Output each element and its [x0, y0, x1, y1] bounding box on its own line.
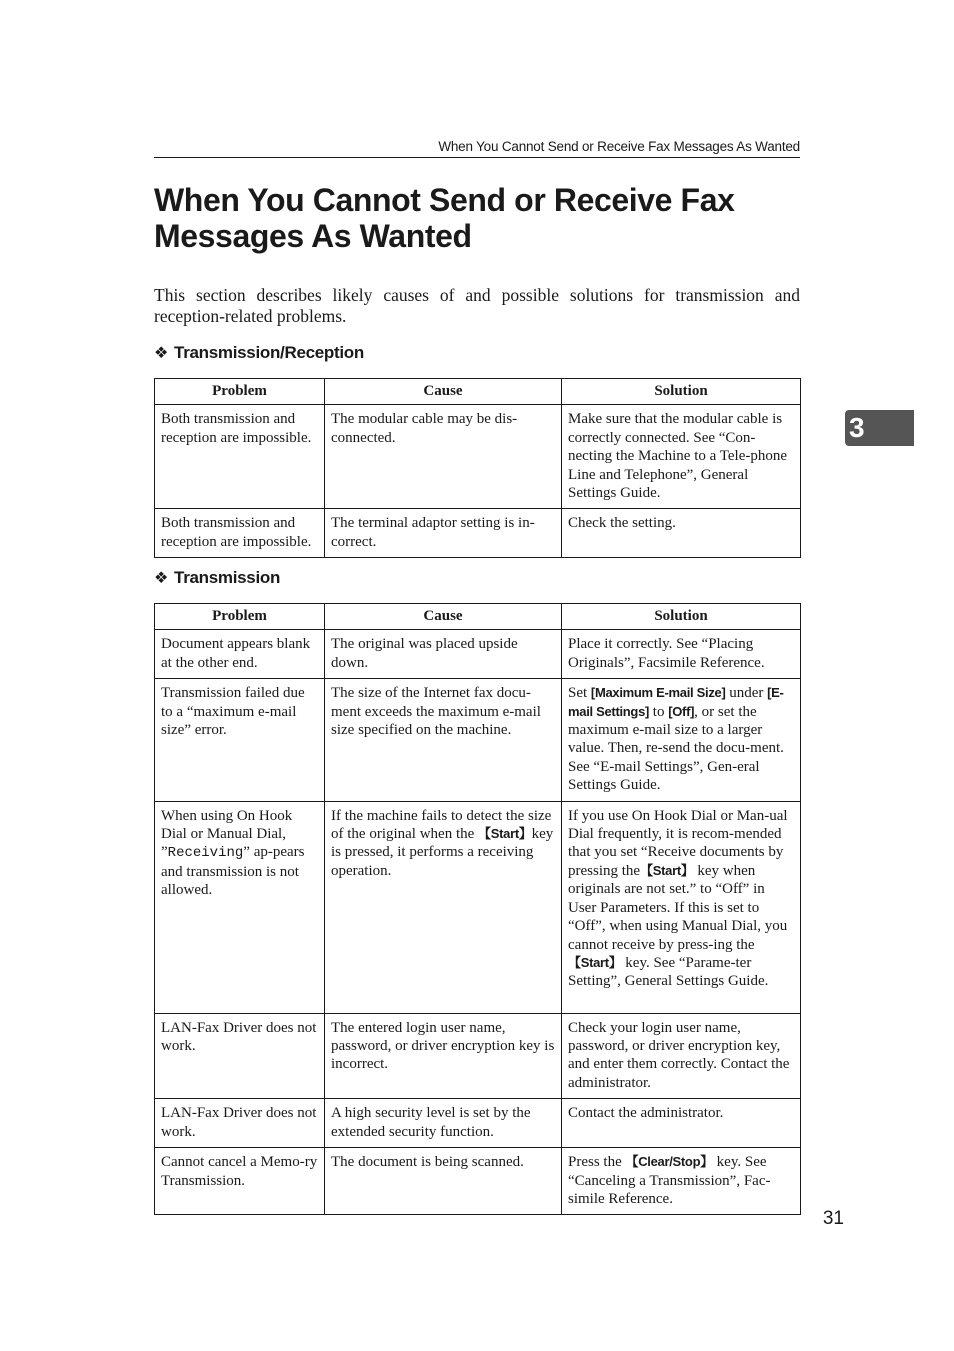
table-row — [155, 1013, 801, 1099]
solution-text: Press the — [568, 1154, 626, 1171]
start-key: 【Start】 — [478, 826, 532, 842]
diamond-bullet-icon: ❖ — [154, 570, 169, 587]
section-heading-transmission — [154, 568, 280, 588]
table-header-row — [155, 379, 801, 405]
email-settings-menu: [E-mail Settings] — [568, 685, 784, 719]
maximum-email-size-setting: [Maximum E-mail Size] — [590, 685, 726, 701]
table-row — [155, 679, 801, 801]
cause-cell: The terminal adaptor setting is in-correct. — [325, 509, 562, 558]
solution-cell: Place it correctly. See “Placing Originals”, Facsimile Reference. — [562, 630, 801, 679]
cause-cell: The document is being scanned. — [325, 1148, 562, 1215]
problem-cell: Cannot cancel a Memo-ry Transmission. — [155, 1148, 325, 1215]
solution-cell: Check the setting. — [562, 509, 801, 558]
cause-cell: The modular cable may be dis-connected. — [325, 405, 562, 509]
off-option: [Off] — [668, 703, 695, 719]
problem-cell: Document appears blank at the other end. — [155, 630, 325, 679]
cause-text: If the machine fails to detect the size of the original when the — [331, 807, 552, 843]
problem-cell: Both transmission and reception are impossible. — [155, 405, 325, 509]
section-heading-transmission-reception — [154, 343, 364, 363]
solution-cell — [562, 1148, 801, 1215]
column-header-solution: Solution — [562, 379, 801, 405]
page-title: When You Cannot Send or Receive Fax Messages As Wanted — [154, 182, 735, 254]
solution-text: key when originals are not set.” to “Off” in User Parameters. If this is set to “Off”, when using Manual Dial, you cannot receive by press-ing the — [568, 862, 788, 953]
chapter-tab: 3 — [845, 410, 914, 446]
transmission-table — [154, 603, 801, 1215]
receiving-display-message: Receiving — [167, 845, 244, 862]
cause-cell — [325, 801, 562, 1013]
cause-cell: The original was placed upside down. — [325, 630, 562, 679]
table-header-row — [155, 604, 801, 630]
page-number: 31 — [822, 1208, 844, 1229]
table-row — [155, 405, 801, 509]
solution-text: Set — [568, 685, 591, 702]
problem-cell — [155, 801, 325, 1013]
cause-cell: A high security level is set by the extended security function. — [325, 1099, 562, 1148]
solution-cell — [562, 801, 801, 1013]
solution-text: to — [649, 703, 669, 720]
transmission-reception-table — [154, 378, 801, 558]
cause-text: key is pressed, it performs a receiving operation. — [331, 826, 554, 879]
clear-stop-key: 【Clear/Stop】 — [625, 1154, 713, 1170]
solution-cell: Contact the administrator. — [562, 1099, 801, 1148]
column-header-solution: Solution — [562, 604, 801, 630]
running-header: When You Cannot Send or Receive Fax Messages As Wanted — [154, 139, 800, 158]
problem-cell: LAN-Fax Driver does not work. — [155, 1013, 325, 1099]
problem-text: When using On Hook Dial or Manual Dial, ” — [161, 807, 293, 861]
solution-text: key. See “Canceling a Transmission”, Fac-simile Reference. — [568, 1154, 771, 1207]
table-row — [155, 1099, 801, 1148]
solution-text: key. See “Parame-ter Setting”, General Settings Guide. — [568, 954, 769, 990]
solution-cell: Make sure that the modular cable is correctly connected. See “Con-necting the Machine to a Tele-phone Line and Telephone”, General Settings Guide. — [562, 405, 801, 509]
cause-cell: The size of the Internet fax docu-ment exceeds the maximum e-mail size specified on the machine. — [325, 679, 562, 801]
start-key: 【Start】 — [640, 862, 694, 878]
column-header-cause: Cause — [325, 604, 562, 630]
table-row — [155, 630, 801, 679]
cause-cell: The entered login user name, password, or driver encryption key is incorrect. — [325, 1013, 562, 1099]
solution-text: , or set the maximum e-mail size to a larger value. Then, re-send the docu-ment. See “E-mail Settings”, Gen-eral Settings Guide. — [568, 703, 784, 794]
start-key: 【Start】 — [568, 954, 622, 970]
table-row — [155, 509, 801, 558]
problem-cell: Both transmission and reception are impossible. — [155, 509, 325, 558]
section-heading-label: Transmission/Reception — [174, 343, 364, 362]
section-heading-label: Transmission — [174, 568, 281, 587]
solution-cell: Check your login user name, password, or driver encryption key, and enter them correctly. Contact the administrator. — [562, 1013, 801, 1099]
solution-text: If you use On Hook Dial or Man-ual Dial frequently, it is recom-mended that you set “Receive documents by pressing the — [568, 807, 788, 879]
column-header-problem: Problem — [155, 379, 325, 405]
intro-paragraph: This section describes likely causes of and possible solutions for transmission and reception-related problems. — [154, 285, 800, 326]
table-row — [155, 1148, 801, 1215]
table-row — [155, 801, 801, 1013]
problem-text: ” ap-pears and transmission is not allowed. — [161, 844, 305, 899]
diamond-bullet-icon: ❖ — [154, 345, 169, 362]
problem-cell: Transmission failed due to a “maximum e-mail size” error. — [155, 679, 325, 801]
column-header-cause: Cause — [325, 379, 562, 405]
problem-cell: LAN-Fax Driver does not work. — [155, 1099, 325, 1148]
solution-text: under — [725, 685, 768, 702]
solution-cell — [562, 679, 801, 801]
column-header-problem: Problem — [155, 604, 325, 630]
